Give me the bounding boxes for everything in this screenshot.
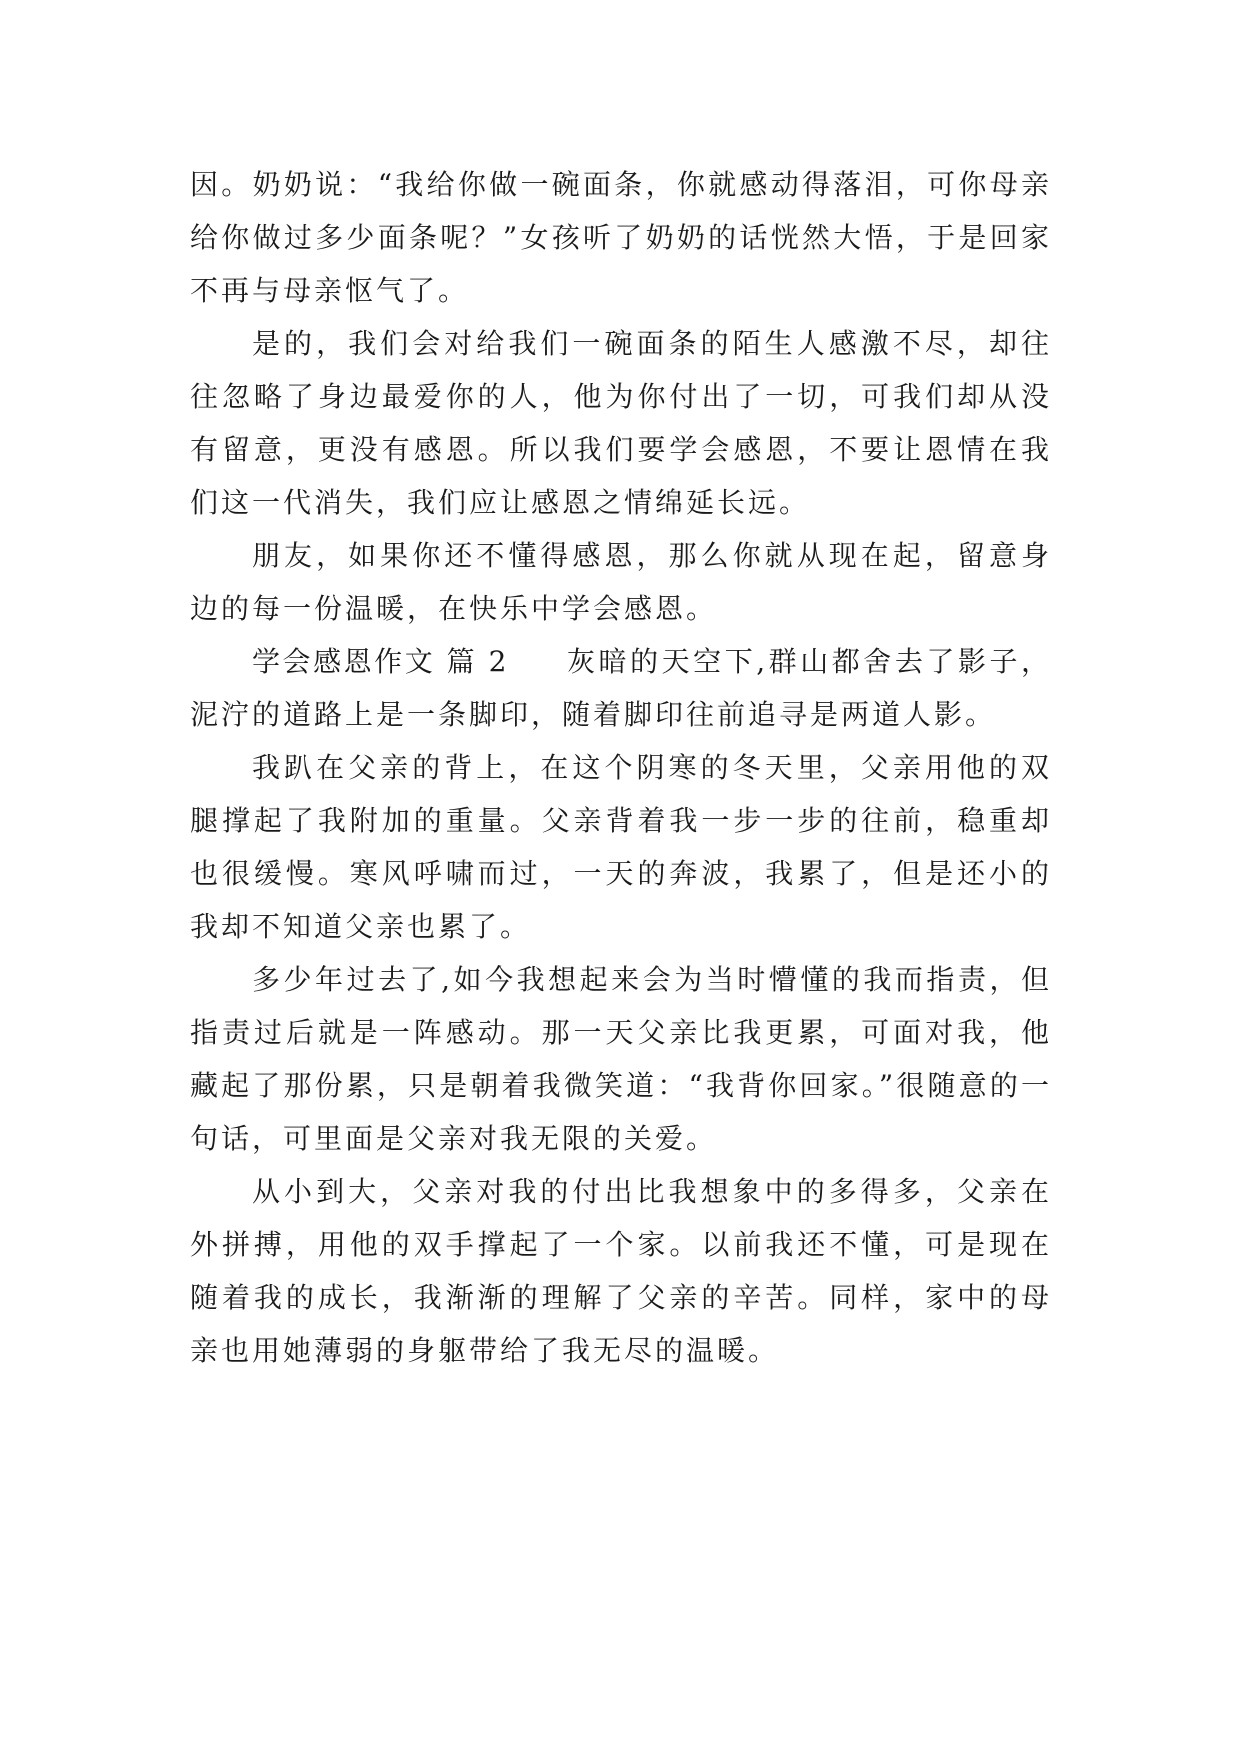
- paragraph: 因。奶奶说：“我给你做一碗面条，你就感动得落泪，可你母亲给你做过多少面条呢？”女孩听了奶奶的话恍然大悟，于是回家不再与母亲怄气了。: [190, 168, 1052, 307]
- document-body: [190, 158, 1052, 1377]
- paragraph: 我趴在父亲的背上，在这个阴寒的冬天里，父亲用他的双腿撑起了我附加的重量。父亲背着我一步一步的往前，稳重却也很缓慢。寒风呼啸而过，一天的奔波，我累了，但是还小的我却不知道父亲也累了。: [190, 751, 1052, 943]
- section-heading: 学会感恩作文 篇 2: [252, 645, 509, 678]
- section-paragraph: [190, 635, 1052, 741]
- paragraph: 从小到大，父亲对我的付出比我想象中的多得多，父亲在外拼搏，用他的双手撑起了一个家。以前我还不懂，可是现在随着我的成长，我渐渐的理解了父亲的辛苦。同样，家中的母亲也用她薄弱的身躯带给了我无尽的温暖。: [190, 1175, 1052, 1367]
- paragraph: 多少年过去了,如今我想起来会为当时懵懂的我而指责，但指责过后就是一阵感动。那一天父亲比我更累，可面对我，他藏起了那份累，只是朝着我微笑道：“我背你回家。”很随意的一句话，可里面是父亲对我无限的关爱。: [190, 963, 1052, 1155]
- section-opening-text: 灰暗的天空下,群山都舍去了影子，泥泞的道路上是一条脚印，随着脚印往前追寻是两道人影。: [190, 645, 1052, 731]
- paragraph: 是的，我们会对给我们一碗面条的陌生人感激不尽，却往往忽略了身边最爱你的人，他为你付出了一切，可我们却从没有留意，更没有感恩。所以我们要学会感恩，不要让恩情在我们这一代消失，我们应让感恩之情绵延长远。: [190, 327, 1052, 519]
- paragraph: 朋友，如果你还不懂得感恩，那么你就从现在起，留意身边的每一份温暖，在快乐中学会感恩。: [190, 539, 1052, 625]
